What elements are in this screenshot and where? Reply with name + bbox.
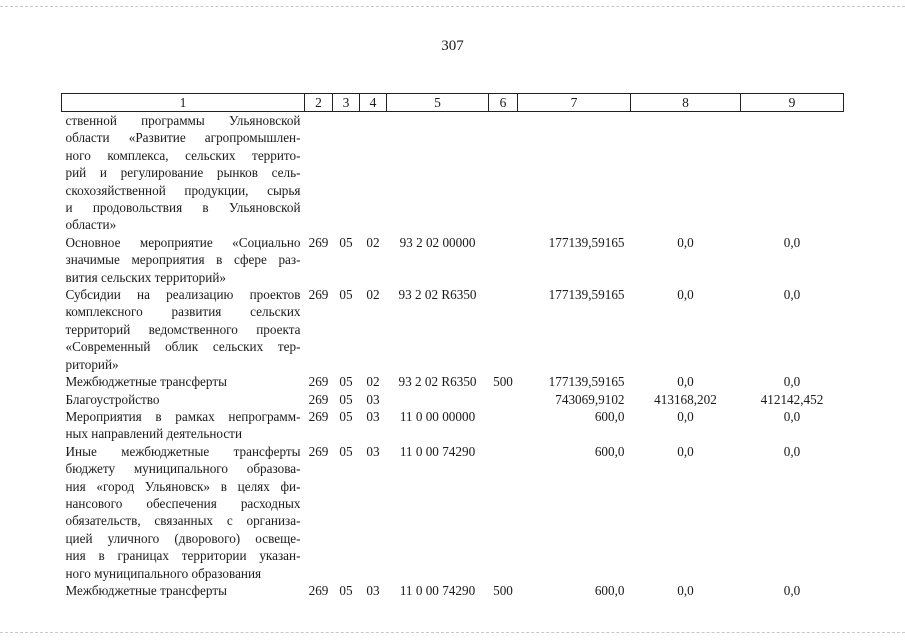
expense-type-code (489, 391, 518, 408)
amount-col-8: 0,0 (677, 582, 694, 598)
amount-col-8: 0,0 (677, 374, 694, 390)
admin-code: 269 (308, 234, 329, 250)
amount-col-9: 412142,452 (760, 391, 824, 407)
header-cell-1: 1 (62, 94, 305, 112)
admin-code (305, 112, 333, 234)
table-row (62, 286, 844, 373)
header-cell-5: 5 (387, 94, 489, 112)
row-name (62, 112, 305, 234)
row-name (62, 391, 305, 408)
section-code: 05 (339, 374, 353, 390)
row-name-line: риторий» (65, 356, 119, 372)
row-name (62, 234, 305, 286)
subsection-code: 03 (366, 408, 380, 424)
amount-col-8: 0,0 (677, 443, 694, 459)
expense-type-code: 500 (493, 374, 513, 390)
amount-col-9: 0,0 (783, 408, 801, 424)
target-article-code (387, 391, 489, 408)
section-code: 05 (339, 391, 353, 407)
row-name-line: области» (65, 217, 117, 233)
row-name (62, 443, 305, 582)
expense-type-code (489, 408, 518, 443)
row-name-line: вития сельских территорий» (65, 269, 226, 285)
section-code: 05 (339, 582, 353, 598)
header-cell-8: 8 (631, 94, 741, 112)
admin-code: 269 (308, 408, 329, 424)
row-name-line: Субсидии на реализацию проектов (65, 287, 301, 303)
row-name-line: Мероприятия в рамках непрограмм- (65, 408, 301, 424)
expense-type-code: 500 (493, 582, 513, 598)
subsection-code (360, 112, 387, 234)
target-article-code: 93 2 02 R6350 (398, 287, 477, 303)
row-name (62, 582, 305, 599)
expense-type-code (489, 234, 518, 286)
row-name-line: области «Развитие агропромышлен- (65, 130, 301, 146)
row-name-line: «Современный облик сельских тер- (65, 339, 301, 355)
amount-col-7: 600,0 (594, 443, 625, 459)
subsection-code: 02 (366, 287, 380, 303)
subsection-code: 02 (366, 374, 380, 390)
table-row (62, 373, 844, 390)
subsection-code: 03 (366, 582, 380, 598)
row-name-line: рий и регулирование рынков сель- (65, 165, 301, 181)
row-name-line: бюджету муниципального образова- (65, 461, 301, 477)
row-name-line: и продовольствия в Ульяновской (65, 200, 301, 216)
scan-edge-top (0, 6, 905, 7)
amount-col-7: 600,0 (594, 582, 625, 598)
row-name (62, 286, 305, 373)
amount-col-7: 177139,59165 (548, 287, 625, 303)
header-cell-7: 7 (518, 94, 631, 112)
column-number-header (62, 94, 844, 112)
row-name-line: Основное мероприятие «Социально (65, 234, 301, 250)
amount-col-8: 413168,202 (654, 391, 717, 407)
expense-type-code (489, 112, 518, 234)
row-name-line: ного муниципального образования (65, 565, 262, 581)
row-name-line: ния в границах территории указан- (65, 548, 301, 564)
target-article-code: 93 2 02 00000 (399, 234, 476, 250)
section-code (333, 112, 360, 234)
header-cell-4: 4 (360, 94, 387, 112)
amount-col-9 (741, 112, 844, 234)
admin-code: 269 (308, 287, 329, 303)
row-name-line: ных направлений деятельности (65, 426, 242, 442)
row-name (62, 408, 305, 443)
row-name-line: нансового обеспечения расходных (65, 495, 301, 511)
header-cell-2: 2 (305, 94, 333, 112)
amount-col-9: 0,0 (783, 582, 801, 598)
header-cell-9: 9 (741, 94, 844, 112)
amount-col-7: 600,0 (594, 408, 625, 424)
header-cell-3: 3 (333, 94, 360, 112)
amount-col-9: 0,0 (783, 234, 801, 250)
target-article-code: 11 0 00 74290 (399, 443, 476, 459)
header-cell-6: 6 (489, 94, 518, 112)
table-row (62, 234, 844, 286)
table-row (62, 112, 844, 234)
row-name-line: ного комплекса, сельских террито- (65, 147, 301, 163)
admin-code: 269 (308, 443, 329, 459)
amount-col-7: 177139,59165 (548, 234, 625, 250)
expense-type-code (489, 443, 518, 582)
admin-code: 269 (308, 391, 329, 407)
amount-col-7: 743069,9102 (555, 391, 625, 407)
scan-edge-bottom (0, 632, 905, 633)
row-name-line: обязательств, связанных с организа- (65, 513, 301, 529)
target-article-code: 93 2 02 R6350 (398, 374, 477, 390)
amount-col-8: 0,0 (677, 234, 694, 250)
subsection-code: 03 (366, 391, 380, 407)
target-article-code: 11 0 00 00000 (399, 408, 476, 424)
section-code: 05 (339, 234, 353, 250)
budget-table (61, 93, 844, 599)
target-article-code (387, 112, 489, 234)
row-name-line: Межбюджетные трансферты (65, 582, 227, 598)
amount-col-8: 0,0 (677, 287, 694, 303)
row-name-line: территорий ведомственного проекта (65, 321, 301, 337)
subsection-code: 02 (366, 234, 380, 250)
row-name-line: скохозяйственной продукции, сырья (65, 182, 301, 198)
row-name-line: ственной программы Ульяновской (65, 113, 301, 128)
table-row (62, 443, 844, 582)
amount-col-7: 177139,59165 (548, 374, 625, 390)
subsection-code: 03 (366, 443, 380, 459)
page-number: 307 (441, 38, 464, 54)
amount-col-9: 0,0 (783, 287, 801, 303)
table-row (62, 408, 844, 443)
target-article-code: 11 0 00 74290 (399, 582, 476, 598)
amount-col-8: 0,0 (677, 408, 694, 424)
amount-col-7 (518, 112, 631, 234)
row-name-line: цией уличного (дворового) освеще- (65, 530, 301, 546)
admin-code: 269 (308, 374, 329, 390)
row-name-line: Иные межбюджетные трансферты (65, 443, 301, 459)
row-name-line: Межбюджетные трансферты (65, 374, 227, 390)
table-row (62, 582, 844, 599)
row-name-line: ния «город Ульяновск» в целях фи- (65, 478, 301, 494)
row-name (62, 373, 305, 390)
row-name-line: Благоустройство (65, 391, 160, 407)
table-row (62, 391, 844, 408)
row-name-line: комплексного развития сельских (65, 304, 301, 320)
table-body (62, 112, 844, 600)
section-code: 05 (339, 408, 353, 424)
row-name-line: значимые мероприятия в сфере раз- (65, 252, 301, 268)
amount-col-9: 0,0 (783, 443, 801, 459)
section-code: 05 (339, 287, 353, 303)
amount-col-9: 0,0 (783, 374, 801, 390)
expense-type-code (489, 286, 518, 373)
admin-code: 269 (308, 582, 329, 598)
amount-col-8 (631, 112, 741, 234)
section-code: 05 (339, 443, 353, 459)
